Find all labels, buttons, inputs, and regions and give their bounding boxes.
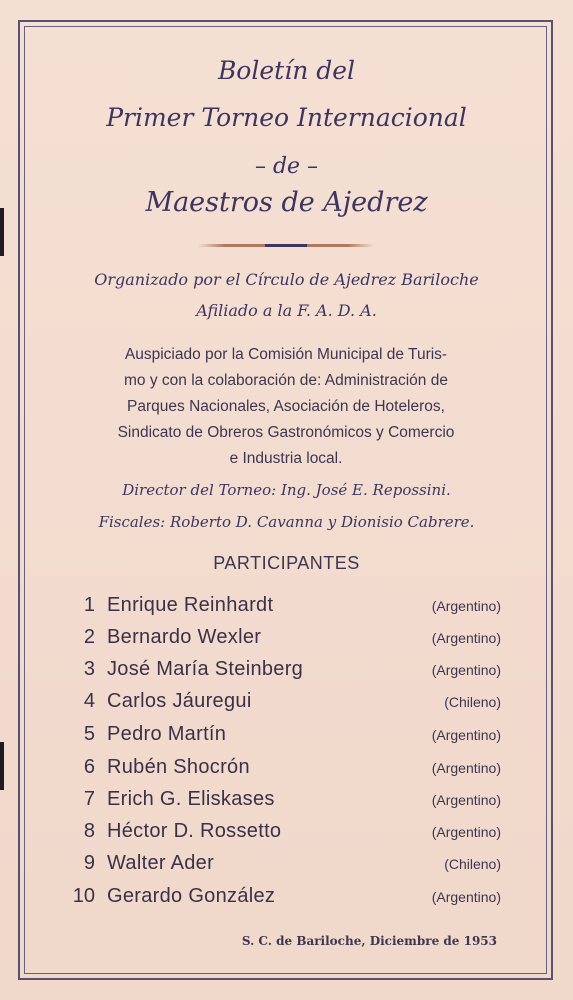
participant-number: 2 bbox=[83, 626, 95, 648]
participant-name: Enrique Reinhardt bbox=[107, 594, 274, 616]
participant-row bbox=[0, 626, 573, 656]
participant-row bbox=[0, 594, 573, 624]
participant-row bbox=[0, 690, 573, 720]
participant-name: Rubén Shocrón bbox=[107, 756, 250, 778]
participant-nationality: (Argentino) bbox=[431, 824, 501, 840]
participant-nationality: (Argentino) bbox=[431, 889, 501, 905]
staple-mark-top bbox=[0, 208, 4, 256]
participant-number: 9 bbox=[83, 852, 95, 874]
participant-number: 5 bbox=[83, 723, 95, 745]
participant-nationality: (Chileno) bbox=[444, 856, 501, 872]
sponsorship-line: mo y con la colaboración de: Administración de bbox=[124, 372, 448, 389]
place-and-date: S. C. de Bariloche, Diciembre de 1953 bbox=[241, 934, 497, 948]
sponsorship-line: Auspiciado por la Comisión Municipal de Turis- bbox=[124, 346, 448, 363]
tournament-fiscales: Fiscales: Roberto D. Cavanna y Dionisio Cabrere. bbox=[98, 513, 475, 531]
participant-number: 6 bbox=[83, 756, 95, 778]
participant-number: 1 bbox=[83, 594, 95, 616]
sponsorship-line: e Industria local. bbox=[229, 450, 343, 467]
participant-number: 7 bbox=[83, 788, 95, 810]
participant-row bbox=[0, 788, 573, 818]
sponsorship-line: Parques Nacionales, Asociación de Hoteleros, bbox=[127, 398, 445, 415]
participant-name: Bernardo Wexler bbox=[107, 626, 262, 648]
participant-row bbox=[0, 723, 573, 753]
affiliation: Afiliado a la F. A. D. A. bbox=[196, 301, 377, 320]
participant-row bbox=[0, 756, 573, 786]
title-line-2: Primer Torneo Internacional bbox=[106, 103, 467, 132]
participant-nationality: (Chileno) bbox=[444, 694, 501, 710]
title-line-3: – de – bbox=[254, 154, 319, 179]
participant-row bbox=[0, 820, 573, 850]
participant-nationality: (Argentino) bbox=[431, 662, 501, 678]
participant-number: 8 bbox=[83, 820, 95, 842]
participant-name: Gerardo González bbox=[107, 885, 276, 907]
participant-row bbox=[0, 658, 573, 688]
participant-name: Héctor D. Rossetto bbox=[107, 820, 282, 842]
participant-row bbox=[0, 885, 573, 915]
participant-name: Pedro Martín bbox=[107, 723, 227, 745]
participant-number: 3 bbox=[83, 658, 95, 680]
participant-name: Carlos Jáuregui bbox=[107, 690, 252, 712]
participant-number: 10 bbox=[72, 885, 95, 907]
title-line-1: Boletín del bbox=[217, 56, 356, 85]
participant-nationality: (Argentino) bbox=[431, 792, 501, 808]
participant-row bbox=[0, 852, 573, 882]
ornament-divider bbox=[198, 244, 374, 247]
title-line-4: Maestros de Ajedrez bbox=[145, 187, 428, 218]
participant-nationality: (Argentino) bbox=[431, 598, 501, 614]
sponsorship-paragraph bbox=[66, 342, 506, 472]
sponsorship-line: Sindicato de Obreros Gastronómicos y Comercio bbox=[117, 424, 455, 441]
participant-nationality: (Argentino) bbox=[431, 630, 501, 646]
participant-name: José María Steinberg bbox=[107, 658, 304, 680]
tournament-director: Director del Torneo: Ing. José E. Repossini. bbox=[122, 481, 451, 499]
participant-nationality: (Argentino) bbox=[431, 727, 501, 743]
participant-name: Walter Ader bbox=[107, 852, 215, 874]
participant-number: 4 bbox=[83, 690, 95, 712]
organized-by: Organizado por el Círculo de Ajedrez Bariloche bbox=[94, 270, 479, 289]
participant-nationality: (Argentino) bbox=[431, 760, 501, 776]
participants-heading: PARTICIPANTES bbox=[213, 553, 360, 573]
participant-name: Erich G. Eliskases bbox=[107, 788, 275, 810]
